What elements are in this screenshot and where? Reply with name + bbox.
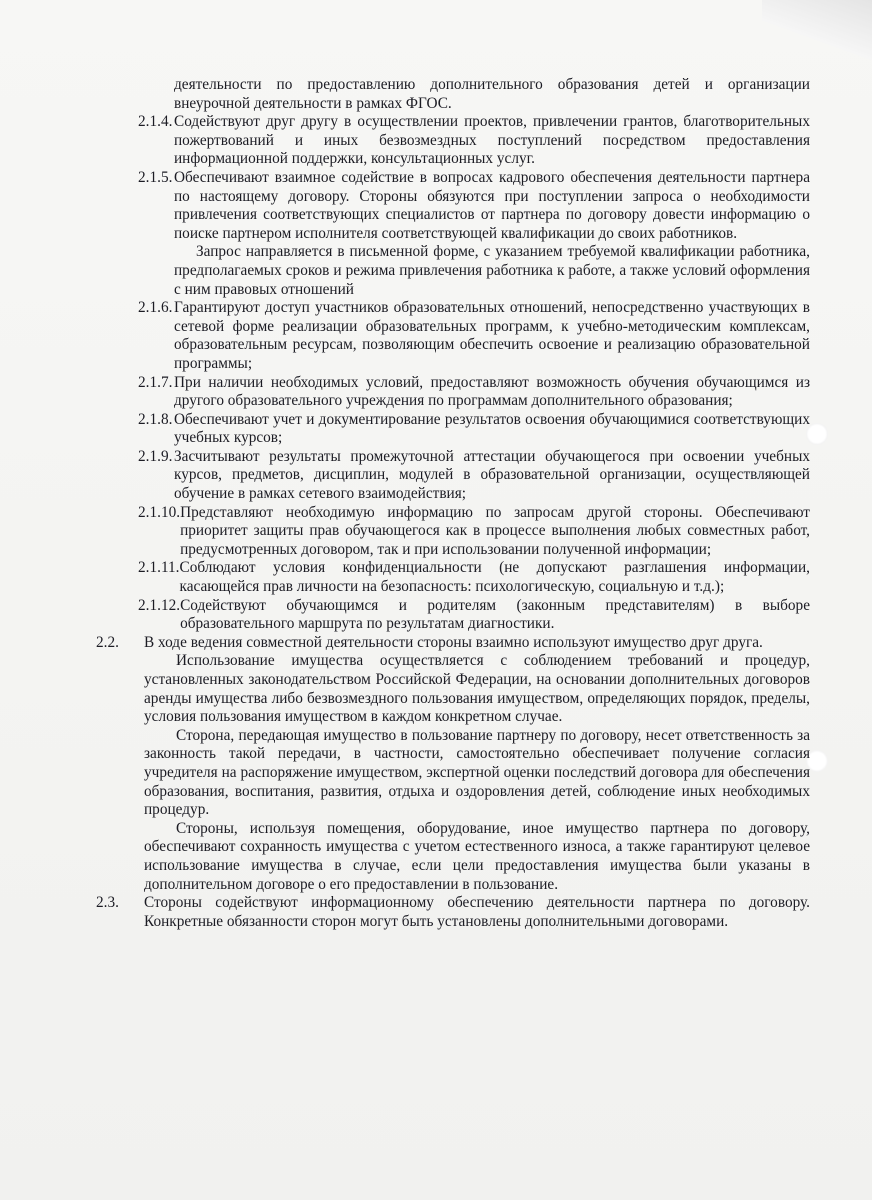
page-fold xyxy=(762,0,872,60)
list-item: 2.1.7. При наличии необходимых условий, предоставляют возможность обучения обучающимся из другого образовательного учреждения по программам дополнительного образования; xyxy=(138,373,810,410)
list-item: 2.1.4. Содействуют друг другу в осуществлении проектов, привлечении грантов, благотворительных пожертвований и иных безвозмездных поступлений посредством предоставления информационной поддержки, консультационных услуг. xyxy=(138,113,810,168)
document-text xyxy=(96,76,810,931)
list-item: 2.1.6. Гарантируют доступ участников образовательных отношений, непосредственно участвующих в сетевой форме реализации образовательных программ, к учебно-методическим комплексам, образовательным ресурсам, позволяющим обеспечить освоение и реализацию образовательной программы; xyxy=(138,299,810,372)
intro-line: деятельности по предоставлению дополнительного образования детей и организации внеурочной деятельности в рамках ФГОС. xyxy=(174,76,810,112)
list-item: 2.1.10. Представляют необходимую информацию по запросам другой стороны. Обеспечивают приоритет защиты прав обучающегося как в процессе выполнения любых совместных работ, предусмотренных договором, так и при использовании полученной информации; xyxy=(138,503,810,558)
list-item: 2.1.5. Обеспечивают взаимное содействие в вопросах кадрового обеспечения деятельности партнера по настоящему договору. Стороны обязуются при поступлении запроса о необходимости привлечения соответствующих специалистов от партнера по договору довести информацию о поиске партнером исполнителя соответствующей квалификации до своих работников. xyxy=(138,168,810,242)
section-paragraph: Сторона, передающая имущество в пользование партнеру по договору, несет ответственность за законность такой передачи, в частности, самостоятельно обеспечивает получение согласия учредителя на распоряжение имуществом, экспертной оценки последствий договора для обеспечения образования, воспитания, развития, отдыха и оздоровления детей, соблюдение иных необходимых процедур. xyxy=(144,726,810,819)
section-2-3: 2.3. Стороны содействуют информационному обеспечению деятельности партнера по договору. Конкретные обязанности сторон могут быть установлены дополнительными договорами. xyxy=(96,894,810,930)
list-item: 2.1.11. Соблюдают условия конфиденциальности (не допускают разглашения информации, касающейся прав личности на безопасность: психологическую, социальную и т.д.); xyxy=(138,559,810,596)
section-paragraph: Использование имущества осуществляется с соблюдением требований и процедур, установленных законодательством Российской Федерации, на основании дополнительных договоров аренды имущества либо безвозмездного пользования имуществом, определяющих порядок, пределы, условия пользования имуществом в каждом конкретном случае. xyxy=(144,652,810,726)
section-2-2: 2.2. В ходе ведения совместной деятельности стороны взаимно используют имущество друг друга. xyxy=(96,633,763,651)
list-item: 2.1.12. Содействуют обучающимся и родителям (законным представителям) в выборе образовательного маршрута по результатам диагностики. xyxy=(138,596,810,633)
list-item: 2.1.9. Засчитывают результаты промежуточной аттестации обучающегося при освоении учебных курсов, предметов, дисциплин, модулей в образовательной организации, осуществляющей обучение в рамках сетевого взаимодействия; xyxy=(138,447,810,503)
list-item: 2.1.8. Обеспечивают учет и документирование результатов освоения обучающимися соответствующих учебных курсов; xyxy=(138,410,810,447)
section-paragraph: Стороны, используя помещения, оборудование, иное имущество партнера по договору, обеспечивают сохранность имущества с учетом естественного износа, а также гарантируют целевое использование имущества в случае, если цели предоставления имущества были указаны в дополнительном договоре о его предоставлении в пользование. xyxy=(144,819,810,893)
list-item-paragraph: Запрос направляется в письменной форме, с указанием требуемой квалификации работника, предполагаемых сроков и режима привлечения работника к работе, а также условий оформления с ним правовых отношений xyxy=(174,243,810,298)
